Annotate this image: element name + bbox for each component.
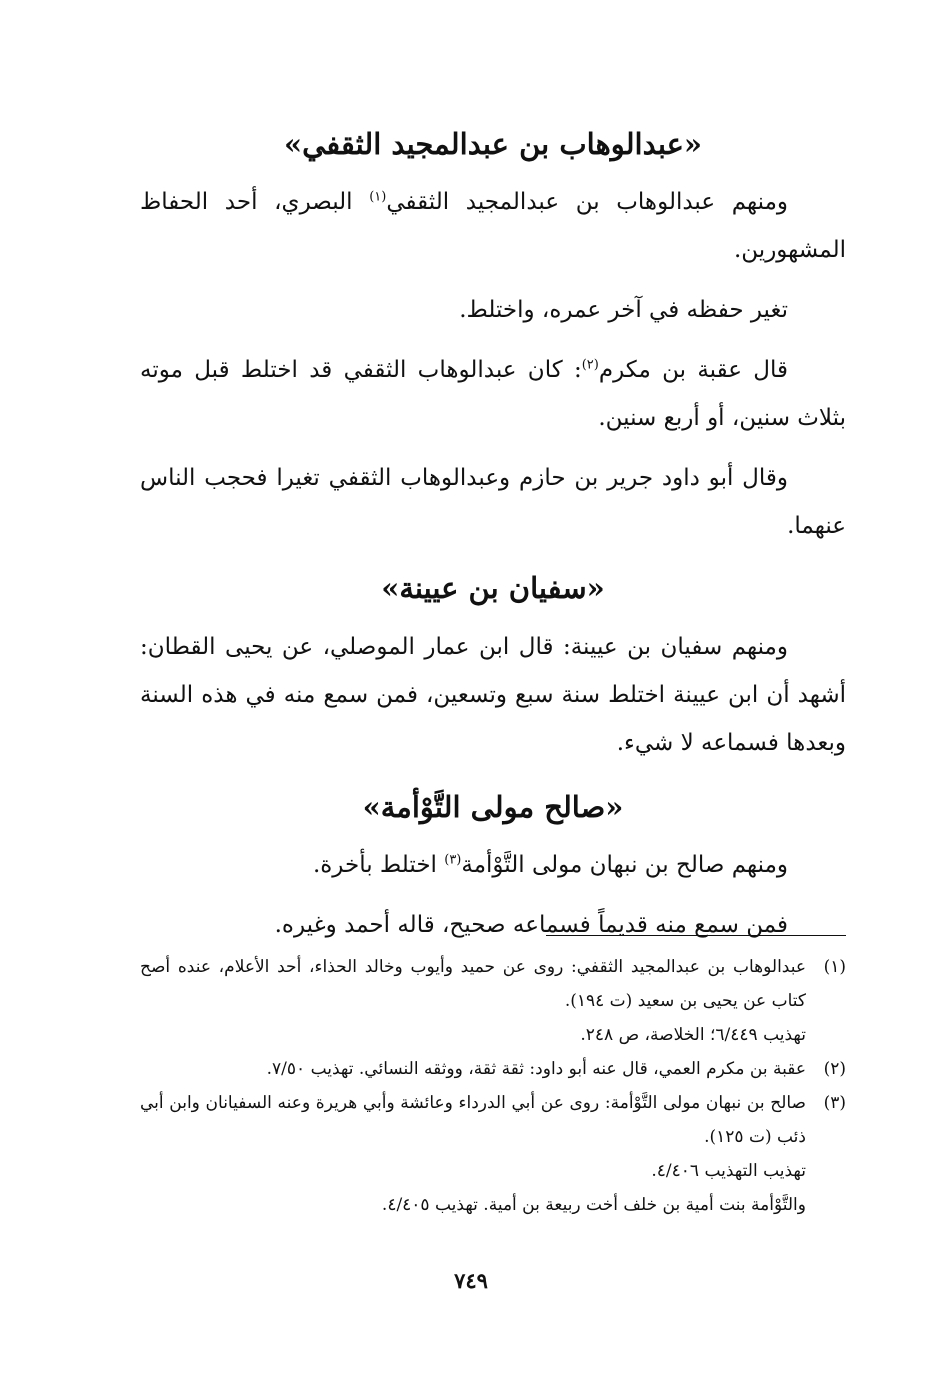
footnotes xyxy=(140,935,846,1222)
footnote-number: (١) xyxy=(823,957,846,977)
paragraph xyxy=(140,623,846,767)
paragraph-text: البصري، أحد الحفاظ المشهورين. xyxy=(140,188,846,263)
paragraph-text: ومنهم سفيان بن عيينة: قال ابن عمار الموصلي، عن يحيى القطان: أشهد أن ابن عيينة اختلط سنة سبع وتسعين، فمن سمع منه في هذه السنة وبعدها فسماعه لا شيء. xyxy=(140,634,846,757)
footnote xyxy=(140,1086,846,1222)
paragraph-text: فمن سمع منه قديماً فسماعه صحيح، قاله أحمد وغيره. xyxy=(274,912,788,939)
footnote xyxy=(140,1052,846,1086)
footnote-divider xyxy=(546,935,846,936)
paragraph-text: : كان عبدالوهاب الثقفي قد اختلط قبل موته بثلاث سنين، أو أربع سنين. xyxy=(140,356,846,431)
paragraph xyxy=(140,841,846,889)
paragraph-text: ومنهم صالح بن نبهان مولى التَّوْأمة xyxy=(461,852,788,879)
paragraph xyxy=(140,286,846,334)
footnote-line: صالح بن نبهان مولى التَّوْأمة: روى عن أبي الدرداء وعائشة وأبي هريرة وعنه السفيانان وابن أبي ذئب (ت ١٢٥). xyxy=(140,1093,806,1147)
footnote-body xyxy=(140,1086,806,1222)
footnote-ref[interactable]: (٢) xyxy=(581,357,599,373)
paragraph xyxy=(140,178,846,274)
paragraph-text: تغير حفظه في آخر عمره، واختلط. xyxy=(459,296,788,323)
paragraph xyxy=(140,346,846,442)
footnote-line: تهذيب ٦/٤٤٩؛ الخلاصة، ص ٢٤٨. xyxy=(580,1025,806,1045)
footnote-line: عقبة بن مكرم العمي، قال عنه أبو داود: ثقة ثقة، ووثقه النسائي. تهذيب ٧/٥٠. xyxy=(266,1059,806,1079)
footnote-line: والتَّوْأمة بنت أمية بن خلف أخت ربيعة بن أمية. تهذيب ٤/٤٠٥. xyxy=(381,1195,806,1215)
paragraph-text: ومنهم عبدالوهاب بن عبدالمجيد الثقفي xyxy=(386,188,789,215)
footnote xyxy=(140,950,846,1052)
footnote-line: عبدالوهاب بن عبدالمجيد الثقفي: روى عن حميد وأيوب وخالد الحذاء، أحد الأعلام، عنده أصح كتاب عن يحيى بن سعيد (ت ١٩٤). xyxy=(140,957,806,1011)
main-text xyxy=(140,112,846,961)
footnote-body xyxy=(140,1052,806,1086)
paragraph-text: قال عقبة بن مكرم xyxy=(598,356,788,383)
page-number: ٧٤٩ xyxy=(454,1268,488,1293)
section-title: «عبدالوهاب بن عبدالمجيد الثقفي» xyxy=(283,127,703,161)
paragraph-text: وقال أبو داود جرير بن حازم وعبدالوهاب الثقفي تغيرا فحجب الناس عنهما. xyxy=(140,464,846,539)
paragraph-text: اختلط بأخرة. xyxy=(312,852,445,879)
section-title: «سفيان بن عيينة» xyxy=(381,570,605,605)
footnote-number: (٢) xyxy=(823,1059,846,1079)
footnote-body xyxy=(140,950,806,1052)
footnote-ref[interactable]: (١) xyxy=(369,189,387,205)
footnote-ref[interactable]: (٣) xyxy=(444,852,462,868)
section-title: «صالح مولى التَّوْأمة» xyxy=(362,790,624,825)
footnote-line: تهذيب التهذيب ٤/٤٠٦. xyxy=(651,1161,806,1181)
footnote-number: (٣) xyxy=(823,1093,846,1113)
paragraph xyxy=(140,454,846,550)
